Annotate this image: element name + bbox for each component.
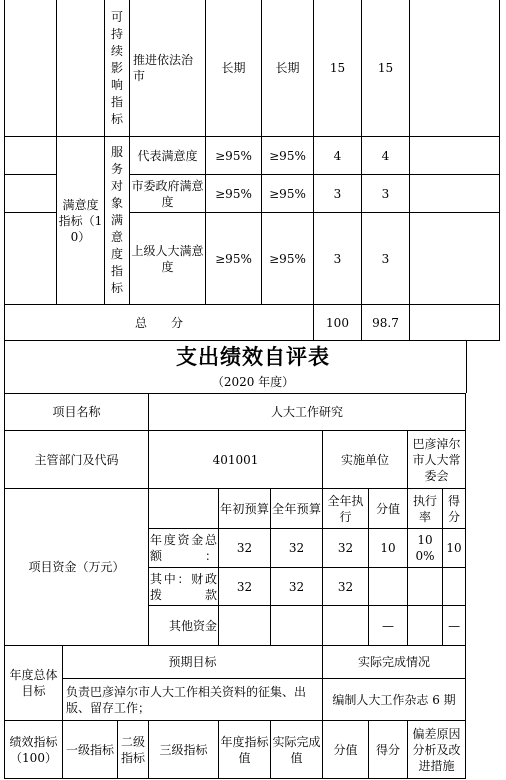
annual-value: ≥95% xyxy=(206,137,262,175)
perf-score-value-header: 分值 xyxy=(323,721,369,779)
table-row xyxy=(5,137,500,175)
cell-blank xyxy=(5,0,57,137)
perf-actual-header: 实际完成值 xyxy=(271,721,323,779)
funds-row-label: 其中：财政拨款 xyxy=(149,568,219,606)
table-row xyxy=(5,679,466,721)
funds-cell xyxy=(271,606,323,646)
reason xyxy=(410,0,500,137)
project-name-value: 人大工作研究 xyxy=(149,394,466,431)
funds-cell: 32 xyxy=(219,568,271,606)
satisfaction-level2: 服务对象满意度指标 xyxy=(105,137,130,305)
evaluation-table xyxy=(4,393,466,779)
indicator-name: 推进依法治市 xyxy=(130,0,206,137)
perf-score-header: 得分 xyxy=(369,721,408,779)
cell-blank xyxy=(149,489,219,529)
funds-header: 全年执行 xyxy=(323,489,369,529)
table-row xyxy=(5,0,500,137)
table-row xyxy=(5,721,466,779)
actual-result-label: 实际完成情况 xyxy=(323,646,466,679)
score: 4 xyxy=(362,137,410,175)
score-value: 3 xyxy=(314,213,362,305)
expected-goal-value: 负责巴彦淖尔市人大工作相关资料的征集、出版、留存工作； xyxy=(63,679,323,721)
cell-blank xyxy=(410,305,500,341)
funds-row-label: 其他资金 xyxy=(149,606,219,646)
expected-goal-label: 预期目标 xyxy=(63,646,323,679)
score-value: 3 xyxy=(314,175,362,213)
score-value: 4 xyxy=(314,137,362,175)
perf-label: 绩效指标（100） xyxy=(5,721,63,779)
indicator-name: 市委政府满意度 xyxy=(130,175,206,213)
actual-result-value: 编制人大工作杂志 6 期 xyxy=(323,679,466,721)
funds-cell: 32 xyxy=(219,529,271,568)
impl-value: 巴彦淖尔市人大常委会 xyxy=(408,431,466,489)
reason xyxy=(410,175,500,213)
goals-label: 年度总体目标 xyxy=(5,646,63,721)
total-score: 98.7 xyxy=(362,305,410,341)
perf-reason-header: 偏差原因分析及改进措施 xyxy=(408,721,466,779)
cell-blank xyxy=(5,175,57,213)
dept-label: 主管部门及代码 xyxy=(5,431,149,489)
funds-cell: 10 xyxy=(369,529,408,568)
funds-cell: 32 xyxy=(323,568,369,606)
page-title: 支出绩效自评表 xyxy=(176,344,330,369)
funds-cell xyxy=(323,606,369,646)
perf-l1-header: 一级指标 xyxy=(63,721,118,779)
funds-header: 分值 xyxy=(369,489,408,529)
annual-value: ≥95% xyxy=(206,213,262,305)
funds-label: 项目资金（万元） xyxy=(5,489,149,646)
table-row xyxy=(5,489,466,529)
score-value: 15 xyxy=(314,0,362,137)
table-row xyxy=(5,646,466,679)
funds-header: 得分 xyxy=(443,489,466,529)
total-row xyxy=(5,305,500,341)
annual-value: ≥95% xyxy=(206,175,262,213)
score: 15 xyxy=(362,0,410,137)
funds-cell: 100% xyxy=(408,529,443,568)
top-indicator-table xyxy=(4,0,500,341)
cell-blank xyxy=(5,213,57,305)
funds-cell xyxy=(408,606,443,646)
year-subtitle: （2020 年度） xyxy=(211,375,295,389)
cell-blank xyxy=(5,137,57,175)
perf-l2-header: 二级指标 xyxy=(118,721,149,779)
funds-cell xyxy=(408,568,443,606)
funds-cell xyxy=(219,606,271,646)
funds-header: 执行率 xyxy=(408,489,443,529)
funds-cell: 32 xyxy=(323,529,369,568)
funds-cell: 32 xyxy=(271,568,323,606)
dept-value: 401001 xyxy=(149,431,323,489)
perf-annual-header: 年度指标值 xyxy=(219,721,271,779)
indicator-name: 上级人大满意度 xyxy=(130,213,206,305)
total-value: 100 xyxy=(314,305,362,341)
indicator-name: 代表满意度 xyxy=(130,137,206,175)
level3-indicator: 可持续影响指标 xyxy=(105,0,130,137)
satisfaction-level1: 满意度指标（10） xyxy=(57,137,105,305)
table-row xyxy=(5,394,466,431)
score: 3 xyxy=(362,175,410,213)
actual-value: 长期 xyxy=(262,0,314,137)
impl-label: 实施单位 xyxy=(323,431,408,489)
funds-cell: 32 xyxy=(271,529,323,568)
funds-cell: — xyxy=(369,606,408,646)
actual-value: ≥95% xyxy=(262,137,314,175)
reason xyxy=(410,137,500,175)
funds-row-label: 年度资金总额： xyxy=(149,529,219,568)
actual-value: ≥95% xyxy=(262,213,314,305)
annual-value: 长期 xyxy=(206,0,262,137)
table-row xyxy=(5,431,466,489)
project-name-label: 项目名称 xyxy=(5,394,149,431)
funds-cell xyxy=(369,568,408,606)
funds-cell: 10 xyxy=(443,529,466,568)
cell-blank xyxy=(57,0,105,137)
funds-header: 全年预算 xyxy=(271,489,323,529)
funds-header: 年初预算 xyxy=(219,489,271,529)
funds-cell xyxy=(443,568,466,606)
total-label: 总 分 xyxy=(5,305,314,341)
actual-value: ≥95% xyxy=(262,175,314,213)
funds-cell: — xyxy=(443,606,466,646)
reason xyxy=(410,213,500,305)
perf-l3-header: 三级指标 xyxy=(149,721,219,779)
score: 3 xyxy=(362,213,410,305)
